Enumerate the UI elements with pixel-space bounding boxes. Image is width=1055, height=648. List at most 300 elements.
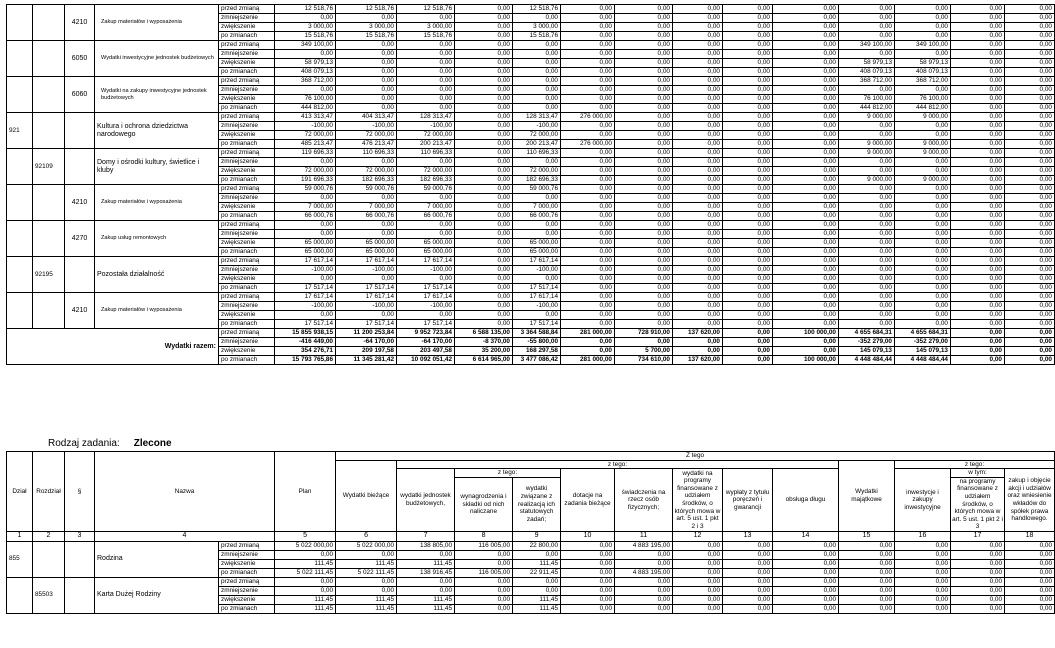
cell-value: 0,00	[723, 32, 773, 41]
hdr-statut: wydatki związane z realizacją ich statutowych zadań;	[513, 477, 561, 531]
cell-rozdzial	[33, 77, 65, 113]
cell-value: 0,00	[615, 604, 673, 613]
cell-value: 0,00	[455, 140, 513, 149]
cell-value: 0,00	[839, 275, 895, 284]
cell-value: 0,00	[513, 586, 561, 595]
hdr-ztego4: z tego:	[895, 460, 1055, 469]
cell-value: 72 000,00	[397, 131, 455, 140]
cell-value: 0,00	[723, 59, 773, 68]
cell-value: 0,00	[1005, 194, 1055, 203]
cell-value: 0,00	[455, 320, 513, 329]
hdr-inwest: inwestycje i zakupy inwestycyjne	[895, 469, 951, 532]
cell-dzial: 921	[7, 113, 33, 149]
cell-row-label: po zmianach	[219, 104, 275, 113]
cell-value: 0,00	[951, 122, 1005, 131]
cell-value: 0,00	[561, 302, 615, 311]
cell-value: 0,00	[513, 50, 561, 59]
cell-value: 0,00	[839, 50, 895, 59]
cell-value: 0,00	[615, 248, 673, 257]
cell-value: 145 079,13	[839, 347, 895, 356]
cell-value: 0,00	[723, 604, 773, 613]
cell-value: 0,00	[773, 95, 839, 104]
cell-value: 72 000,00	[513, 131, 561, 140]
cell-value: 0,00	[561, 248, 615, 257]
cell-value: 0,00	[895, 221, 951, 230]
cell-value: 111,45	[275, 559, 336, 568]
cell-value: 0,00	[723, 104, 773, 113]
cell-row-label: zmniejszenie	[219, 194, 275, 203]
cell-value: 0,00	[723, 5, 773, 14]
cell-value: -100,00	[513, 302, 561, 311]
cell-value: 0,00	[773, 32, 839, 41]
hdr-majatkowe: Wydatki majątkowe	[839, 460, 895, 531]
cell-value: 0,00	[455, 284, 513, 293]
cell-row-label: po zmianach	[219, 32, 275, 41]
cell-value: 0,00	[839, 5, 895, 14]
cell-value: 0,00	[513, 158, 561, 167]
cell-value: 0,00	[951, 59, 1005, 68]
cell-value: 22 800,00	[513, 541, 561, 550]
cell-value: 0,00	[513, 77, 561, 86]
cell-value: 0,00	[615, 50, 673, 59]
cell-value: 3 000,00	[397, 23, 455, 32]
cell-value: 0,00	[951, 185, 1005, 194]
cell-row-label: zwiększenie	[219, 23, 275, 32]
cell-name: Zakup usług remontowych	[95, 221, 219, 257]
cell-value: -100,00	[513, 266, 561, 275]
cell-value: 119 696,33	[275, 149, 336, 158]
cell-value: 0,00	[773, 113, 839, 122]
cell-value: 0,00	[673, 131, 723, 140]
table-row	[7, 5, 1055, 14]
cell-value: 0,00	[615, 113, 673, 122]
cell-row-label: przed zmianą	[219, 541, 275, 550]
cell-value: 59 000,76	[397, 185, 455, 194]
cell-value: 0,00	[895, 86, 951, 95]
cell-value: 17 517,14	[397, 320, 455, 329]
hdr-par: §	[65, 452, 95, 532]
cell-value: 0,00	[615, 68, 673, 77]
cell-value: 4 655 684,31	[895, 329, 951, 338]
cell-value: 0,00	[397, 550, 455, 559]
cell-value: 0,00	[951, 95, 1005, 104]
column-number: 14	[773, 531, 839, 541]
cell-value: 0,00	[1005, 185, 1055, 194]
cell-value: 111,45	[397, 559, 455, 568]
cell-value: 0,00	[723, 568, 773, 577]
cell-value: 0,00	[397, 59, 455, 68]
cell-value: 0,00	[275, 50, 336, 59]
cell-value: 0,00	[673, 23, 723, 32]
cell-value: 0,00	[336, 311, 397, 320]
cell-value: 0,00	[673, 41, 723, 50]
cell-value: 0,00	[1005, 77, 1055, 86]
cell-value: 0,00	[773, 221, 839, 230]
cell-value: 0,00	[723, 86, 773, 95]
hdr-ztego: Z tego	[336, 452, 1055, 461]
cell-paragraf: 4210	[65, 185, 95, 221]
cell-value: 7 000,00	[336, 203, 397, 212]
cell-value: 0,00	[275, 158, 336, 167]
cell-value: -100,00	[397, 266, 455, 275]
cell-value: 65 000,00	[397, 239, 455, 248]
hdr-ztego2: z tego:	[397, 460, 839, 469]
cell-value: 0,00	[673, 59, 723, 68]
cell-value: 0,00	[615, 158, 673, 167]
cell-value: 3 364 588,84	[513, 329, 561, 338]
hdr-ztego3: z tego:	[455, 469, 561, 478]
cell-value: 0,00	[455, 577, 513, 586]
cell-value: 0,00	[561, 230, 615, 239]
cell-value: 17 517,14	[336, 320, 397, 329]
cell-value: 3 000,00	[336, 23, 397, 32]
cell-value: 0,00	[773, 176, 839, 185]
cell-value: 0,00	[951, 230, 1005, 239]
cell-value: 0,00	[951, 257, 1005, 266]
cell-value: 0,00	[513, 59, 561, 68]
cell-value: 17 517,14	[397, 284, 455, 293]
cell-value: 12 518,76	[275, 5, 336, 14]
cell-value: 0,00	[561, 203, 615, 212]
cell-value: 0,00	[615, 122, 673, 131]
cell-value: 368 712,00	[839, 77, 895, 86]
cell-value: 0,00	[513, 104, 561, 113]
cell-value: 0,00	[951, 41, 1005, 50]
cell-dzial	[7, 293, 33, 329]
cell-rozdzial	[33, 41, 65, 77]
cell-value: 0,00	[561, 568, 615, 577]
hdr-swiadcz: świadczenia na rzecz osób fizycznych;	[615, 469, 673, 532]
cell-value: 0,00	[561, 194, 615, 203]
cell-value: 0,00	[773, 140, 839, 149]
cell-rozdzial	[33, 221, 65, 257]
cell-row-label: zwiększenie	[219, 95, 275, 104]
cell-value: 0,00	[723, 559, 773, 568]
cell-value: 0,00	[839, 248, 895, 257]
cell-value: 0,00	[895, 595, 951, 604]
cell-value: 0,00	[275, 14, 336, 23]
cell-value: 0,00	[1005, 275, 1055, 284]
cell-paragraf: 4270	[65, 221, 95, 257]
cell-value: 0,00	[773, 167, 839, 176]
column-number: 15	[839, 531, 895, 541]
cell-value: 0,00	[561, 185, 615, 194]
cell-value: 100 000,00	[773, 329, 839, 338]
cell-value: 0,00	[1005, 41, 1055, 50]
cell-value: 0,00	[951, 5, 1005, 14]
cell-value: 0,00	[773, 23, 839, 32]
cell-dzial	[7, 577, 33, 613]
cell-value: 5 022 111,45	[275, 568, 336, 577]
cell-value: 0,00	[455, 275, 513, 284]
cell-value: 7 000,00	[275, 203, 336, 212]
cell-value: 0,00	[615, 320, 673, 329]
cell-value: 0,00	[1005, 95, 1055, 104]
cell-value: -55 800,00	[513, 338, 561, 347]
cell-value: 0,00	[561, 149, 615, 158]
cell-value: 0,00	[615, 167, 673, 176]
cell-value: 0,00	[723, 266, 773, 275]
cell-value: 17 517,14	[275, 284, 336, 293]
table-row	[7, 577, 1055, 586]
cell-value: 35 200,00	[455, 347, 513, 356]
cell-dzial	[7, 41, 33, 77]
cell-value: 0,00	[839, 167, 895, 176]
cell-name: Domy i ośrodki kultury, świetlice i kluby	[95, 149, 219, 185]
cell-value: 0,00	[336, 275, 397, 284]
cell-value: 0,00	[275, 86, 336, 95]
cell-value: 0,00	[455, 203, 513, 212]
cell-value: 0,00	[951, 167, 1005, 176]
cell-value: 0,00	[951, 68, 1005, 77]
cell-value: 0,00	[1005, 284, 1055, 293]
cell-value: 0,00	[895, 550, 951, 559]
cell-dzial	[7, 149, 33, 185]
cell-value: 408 079,13	[275, 68, 336, 77]
cell-value: 0,00	[455, 604, 513, 613]
cell-value: 0,00	[895, 266, 951, 275]
cell-value: 0,00	[397, 86, 455, 95]
cell-value: 0,00	[773, 248, 839, 257]
cell-value: 0,00	[951, 140, 1005, 149]
cell-value: 0,00	[455, 5, 513, 14]
cell-value: 0,00	[673, 203, 723, 212]
cell-value: 145 079,13	[895, 347, 951, 356]
cell-value: 0,00	[561, 23, 615, 32]
cell-value: 0,00	[615, 221, 673, 230]
cell-value: 0,00	[723, 158, 773, 167]
cell-value: 0,00	[723, 221, 773, 230]
cell-value: 0,00	[1005, 32, 1055, 41]
cell-paragraf: 4210	[65, 293, 95, 329]
cell-value: 12 518,76	[513, 5, 561, 14]
cell-value: 0,00	[397, 275, 455, 284]
cell-value: 0,00	[455, 266, 513, 275]
cell-paragraf: 4210	[65, 5, 95, 41]
cell-value: 0,00	[895, 577, 951, 586]
cell-value: 0,00	[773, 14, 839, 23]
cell-value: 0,00	[397, 41, 455, 50]
cell-value: 0,00	[723, 347, 773, 356]
cell-value: 0,00	[773, 77, 839, 86]
cell-value: 0,00	[673, 338, 723, 347]
cell-value: 0,00	[336, 86, 397, 95]
cell-value: -352 279,00	[839, 338, 895, 347]
cell-paragraf	[65, 149, 95, 185]
cell-value: 59 000,76	[336, 185, 397, 194]
cell-value: 404 313,47	[336, 113, 397, 122]
cell-value: 17 617,14	[513, 293, 561, 302]
cell-value: 0,00	[723, 541, 773, 550]
expenses-table-top	[6, 4, 1055, 365]
cell-value: 0,00	[455, 595, 513, 604]
cell-value: 12 518,76	[397, 5, 455, 14]
cell-value: 65 000,00	[397, 248, 455, 257]
cell-value: 0,00	[1005, 140, 1055, 149]
cell-value: 0,00	[561, 550, 615, 559]
cell-value: 368 712,00	[895, 77, 951, 86]
cell-row-label: przed zmianą	[219, 329, 275, 338]
cell-value: 11 200 253,84	[336, 329, 397, 338]
cell-value: 0,00	[773, 122, 839, 131]
cell-value: 0,00	[895, 239, 951, 248]
cell-value: 59 000,76	[513, 185, 561, 194]
cell-value: 66 000,76	[275, 212, 336, 221]
cell-value: 0,00	[336, 194, 397, 203]
cell-row-label: zmniejszenie	[219, 158, 275, 167]
cell-value: 0,00	[561, 59, 615, 68]
cell-value: -100,00	[513, 122, 561, 131]
cell-value: 0,00	[673, 266, 723, 275]
cell-value: 72 000,00	[275, 167, 336, 176]
cell-value: 0,00	[895, 212, 951, 221]
cell-value: 728 910,00	[615, 329, 673, 338]
cell-value: 0,00	[723, 230, 773, 239]
cell-row-label: po zmianach	[219, 284, 275, 293]
cell-value: 0,00	[673, 284, 723, 293]
cell-value: 476 213,47	[336, 140, 397, 149]
cell-value: 0,00	[561, 95, 615, 104]
cell-value: 15 518,76	[275, 32, 336, 41]
cell-value: 11 345 281,42	[336, 356, 397, 365]
cell-value: 0,00	[336, 59, 397, 68]
cell-value: 0,00	[673, 257, 723, 266]
cell-value: 0,00	[723, 68, 773, 77]
cell-value: 0,00	[275, 275, 336, 284]
cell-value: 0,00	[336, 77, 397, 86]
cell-value: 0,00	[561, 257, 615, 266]
cell-value: 0,00	[336, 230, 397, 239]
cell-value: 0,00	[1005, 541, 1055, 550]
cell-value: 0,00	[615, 239, 673, 248]
cell-value: 0,00	[1005, 550, 1055, 559]
cell-value: 0,00	[1005, 68, 1055, 77]
cell-value: 17 617,14	[397, 257, 455, 266]
cell-value: 0,00	[723, 95, 773, 104]
cell-value: 0,00	[615, 577, 673, 586]
cell-value: 0,00	[839, 604, 895, 613]
cell-value: 0,00	[673, 248, 723, 257]
cell-value: 0,00	[561, 577, 615, 586]
cell-value: 0,00	[397, 221, 455, 230]
cell-value: 0,00	[673, 604, 723, 613]
column-number: 2	[33, 531, 65, 541]
cell-value: 9 952 723,84	[397, 329, 455, 338]
cell-value: 0,00	[673, 68, 723, 77]
cell-value: 0,00	[895, 248, 951, 257]
cell-value: 111,45	[397, 595, 455, 604]
cell-value: 138 805,00	[397, 541, 455, 550]
cell-value: 0,00	[951, 158, 1005, 167]
hdr-wynagr: wynagrodzenia i składki od nich naliczane	[455, 477, 513, 531]
cell-value: 0,00	[455, 176, 513, 185]
cell-value: 65 000,00	[336, 248, 397, 257]
cell-value: 0,00	[839, 158, 895, 167]
cell-value: 76 100,00	[275, 95, 336, 104]
cell-value: 0,00	[839, 221, 895, 230]
cell-paragraf	[65, 541, 95, 577]
cell-value: 0,00	[951, 194, 1005, 203]
cell-value: 0,00	[951, 338, 1005, 347]
cell-value: 0,00	[615, 104, 673, 113]
cell-row-label: zwiększenie	[219, 131, 275, 140]
totals-row	[7, 329, 1055, 338]
cell-value: 0,00	[1005, 50, 1055, 59]
cell-value: 0,00	[895, 122, 951, 131]
cell-value: 72 000,00	[336, 131, 397, 140]
cell-value: 0,00	[839, 293, 895, 302]
cell-value: 0,00	[723, 275, 773, 284]
cell-value: 0,00	[561, 338, 615, 347]
cell-value: 9 000,00	[895, 176, 951, 185]
cell-value: 110 696,33	[513, 149, 561, 158]
cell-value: 0,00	[773, 158, 839, 167]
cell-value: 0,00	[615, 302, 673, 311]
cell-value: 0,00	[615, 32, 673, 41]
cell-value: 0,00	[723, 302, 773, 311]
cell-value: 0,00	[455, 239, 513, 248]
cell-value: 0,00	[951, 275, 1005, 284]
cell-value: 0,00	[673, 77, 723, 86]
cell-value: 17 617,14	[275, 257, 336, 266]
cell-value: 0,00	[615, 95, 673, 104]
cell-rozdzial	[33, 5, 65, 41]
cell-value: 0,00	[951, 293, 1005, 302]
cell-value: 0,00	[723, 14, 773, 23]
cell-value: 0,00	[773, 59, 839, 68]
cell-value: 138 916,45	[397, 568, 455, 577]
cell-value: 17 617,14	[397, 293, 455, 302]
cell-value: 0,00	[673, 32, 723, 41]
column-number: 16	[895, 531, 951, 541]
cell-row-label: zmniejszenie	[219, 586, 275, 595]
cell-value: 444 812,00	[895, 104, 951, 113]
cell-value: 0,00	[723, 167, 773, 176]
cell-value: 0,00	[1005, 595, 1055, 604]
cell-value: 0,00	[615, 595, 673, 604]
cell-value: 0,00	[773, 595, 839, 604]
table-row	[7, 221, 1055, 230]
cell-value: 0,00	[773, 347, 839, 356]
cell-value: 6 588 135,00	[455, 329, 513, 338]
cell-name: Zakup materiałów i wyposażenia	[95, 5, 219, 41]
cell-value: 0,00	[951, 221, 1005, 230]
cell-value: 0,00	[951, 356, 1005, 365]
cell-value: 0,00	[951, 302, 1005, 311]
cell-row-label: przed zmianą	[219, 257, 275, 266]
cell-value: 0,00	[951, 50, 1005, 59]
cell-value: 0,00	[951, 266, 1005, 275]
cell-value: 15 793 765,86	[275, 356, 336, 365]
cell-value: 128 313,47	[513, 113, 561, 122]
cell-value: 0,00	[615, 275, 673, 284]
cell-value: 0,00	[673, 122, 723, 131]
cell-value: 4 655 684,31	[839, 329, 895, 338]
column-number: 7	[397, 531, 455, 541]
cell-value: 0,00	[615, 586, 673, 595]
column-number: 12	[673, 531, 723, 541]
cell-value: 0,00	[455, 32, 513, 41]
cell-name: Wydatki na zakupy inwestycyjne jednostek budżetowych	[95, 77, 219, 113]
cell-value: 0,00	[455, 559, 513, 568]
cell-value: 0,00	[275, 221, 336, 230]
cell-paragraf	[65, 577, 95, 613]
cell-value: 0,00	[1005, 338, 1055, 347]
cell-value: 0,00	[615, 194, 673, 203]
cell-value: 0,00	[561, 104, 615, 113]
cell-value: 182 696,33	[397, 176, 455, 185]
cell-value: 0,00	[895, 167, 951, 176]
